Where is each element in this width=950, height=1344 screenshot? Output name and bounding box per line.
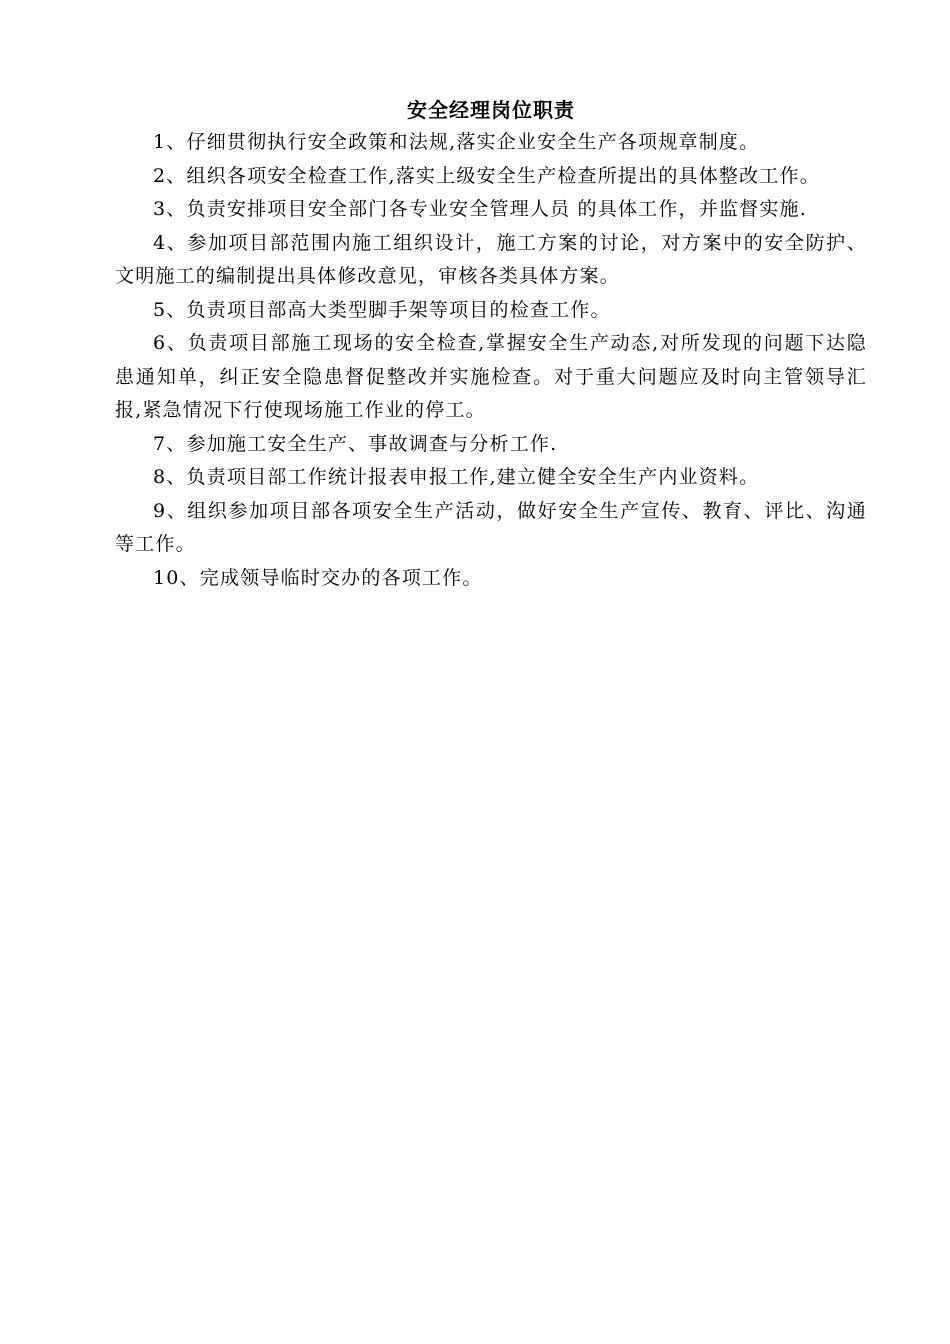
responsibility-list	[115, 126, 867, 595]
responsibility-item-5: 5、负责项目部高大类型脚手架等项目的检查工作。	[153, 298, 611, 321]
responsibility-item-1: 1、仔细贯彻执行安全政策和法规,落实企业安全生产各项规章制度。	[153, 131, 760, 153]
document-title: 安全经理岗位职责	[407, 98, 575, 122]
responsibility-item-8: 8、负责项目部工作统计报表申报工作,建立健全安全生产内业资料。	[153, 466, 760, 488]
document-body	[115, 94, 867, 595]
responsibility-item-10: 10、完成领导临时交办的各项工作。	[153, 566, 483, 589]
responsibility-item-6: 6、负责项目部施工现场的安全检查,掌握安全生产动态,对所发现的问题下达隐患通知单，纠正安全隐患督促整改并实施检查。对于重大问题应及时向主管领导汇报,紧急情况下行使现场施工作业的停工。	[115, 332, 867, 421]
responsibility-item-2: 2、组织各项安全检查工作,落实上级安全生产检查所提出的具体整改工作。	[153, 164, 820, 187]
responsibility-item-7: 7、参加施工安全生产、事故调查与分析工作.	[153, 432, 558, 455]
responsibility-item-9: 9、组织参加项目部各项安全生产活动，做好安全生产宣传、教育、评比、沟通等工作。	[115, 499, 867, 555]
responsibility-item-3: 3、负责安排项目安全部门各专业安全管理人员 的具体工作，并监督实施.	[153, 198, 807, 220]
responsibility-item-4: 4、参加项目部范围内施工组织设计，施工方案的讨论，对方案中的安全防护、文明施工的编制提出具体修改意见，审核各类具体方案。	[115, 231, 867, 287]
